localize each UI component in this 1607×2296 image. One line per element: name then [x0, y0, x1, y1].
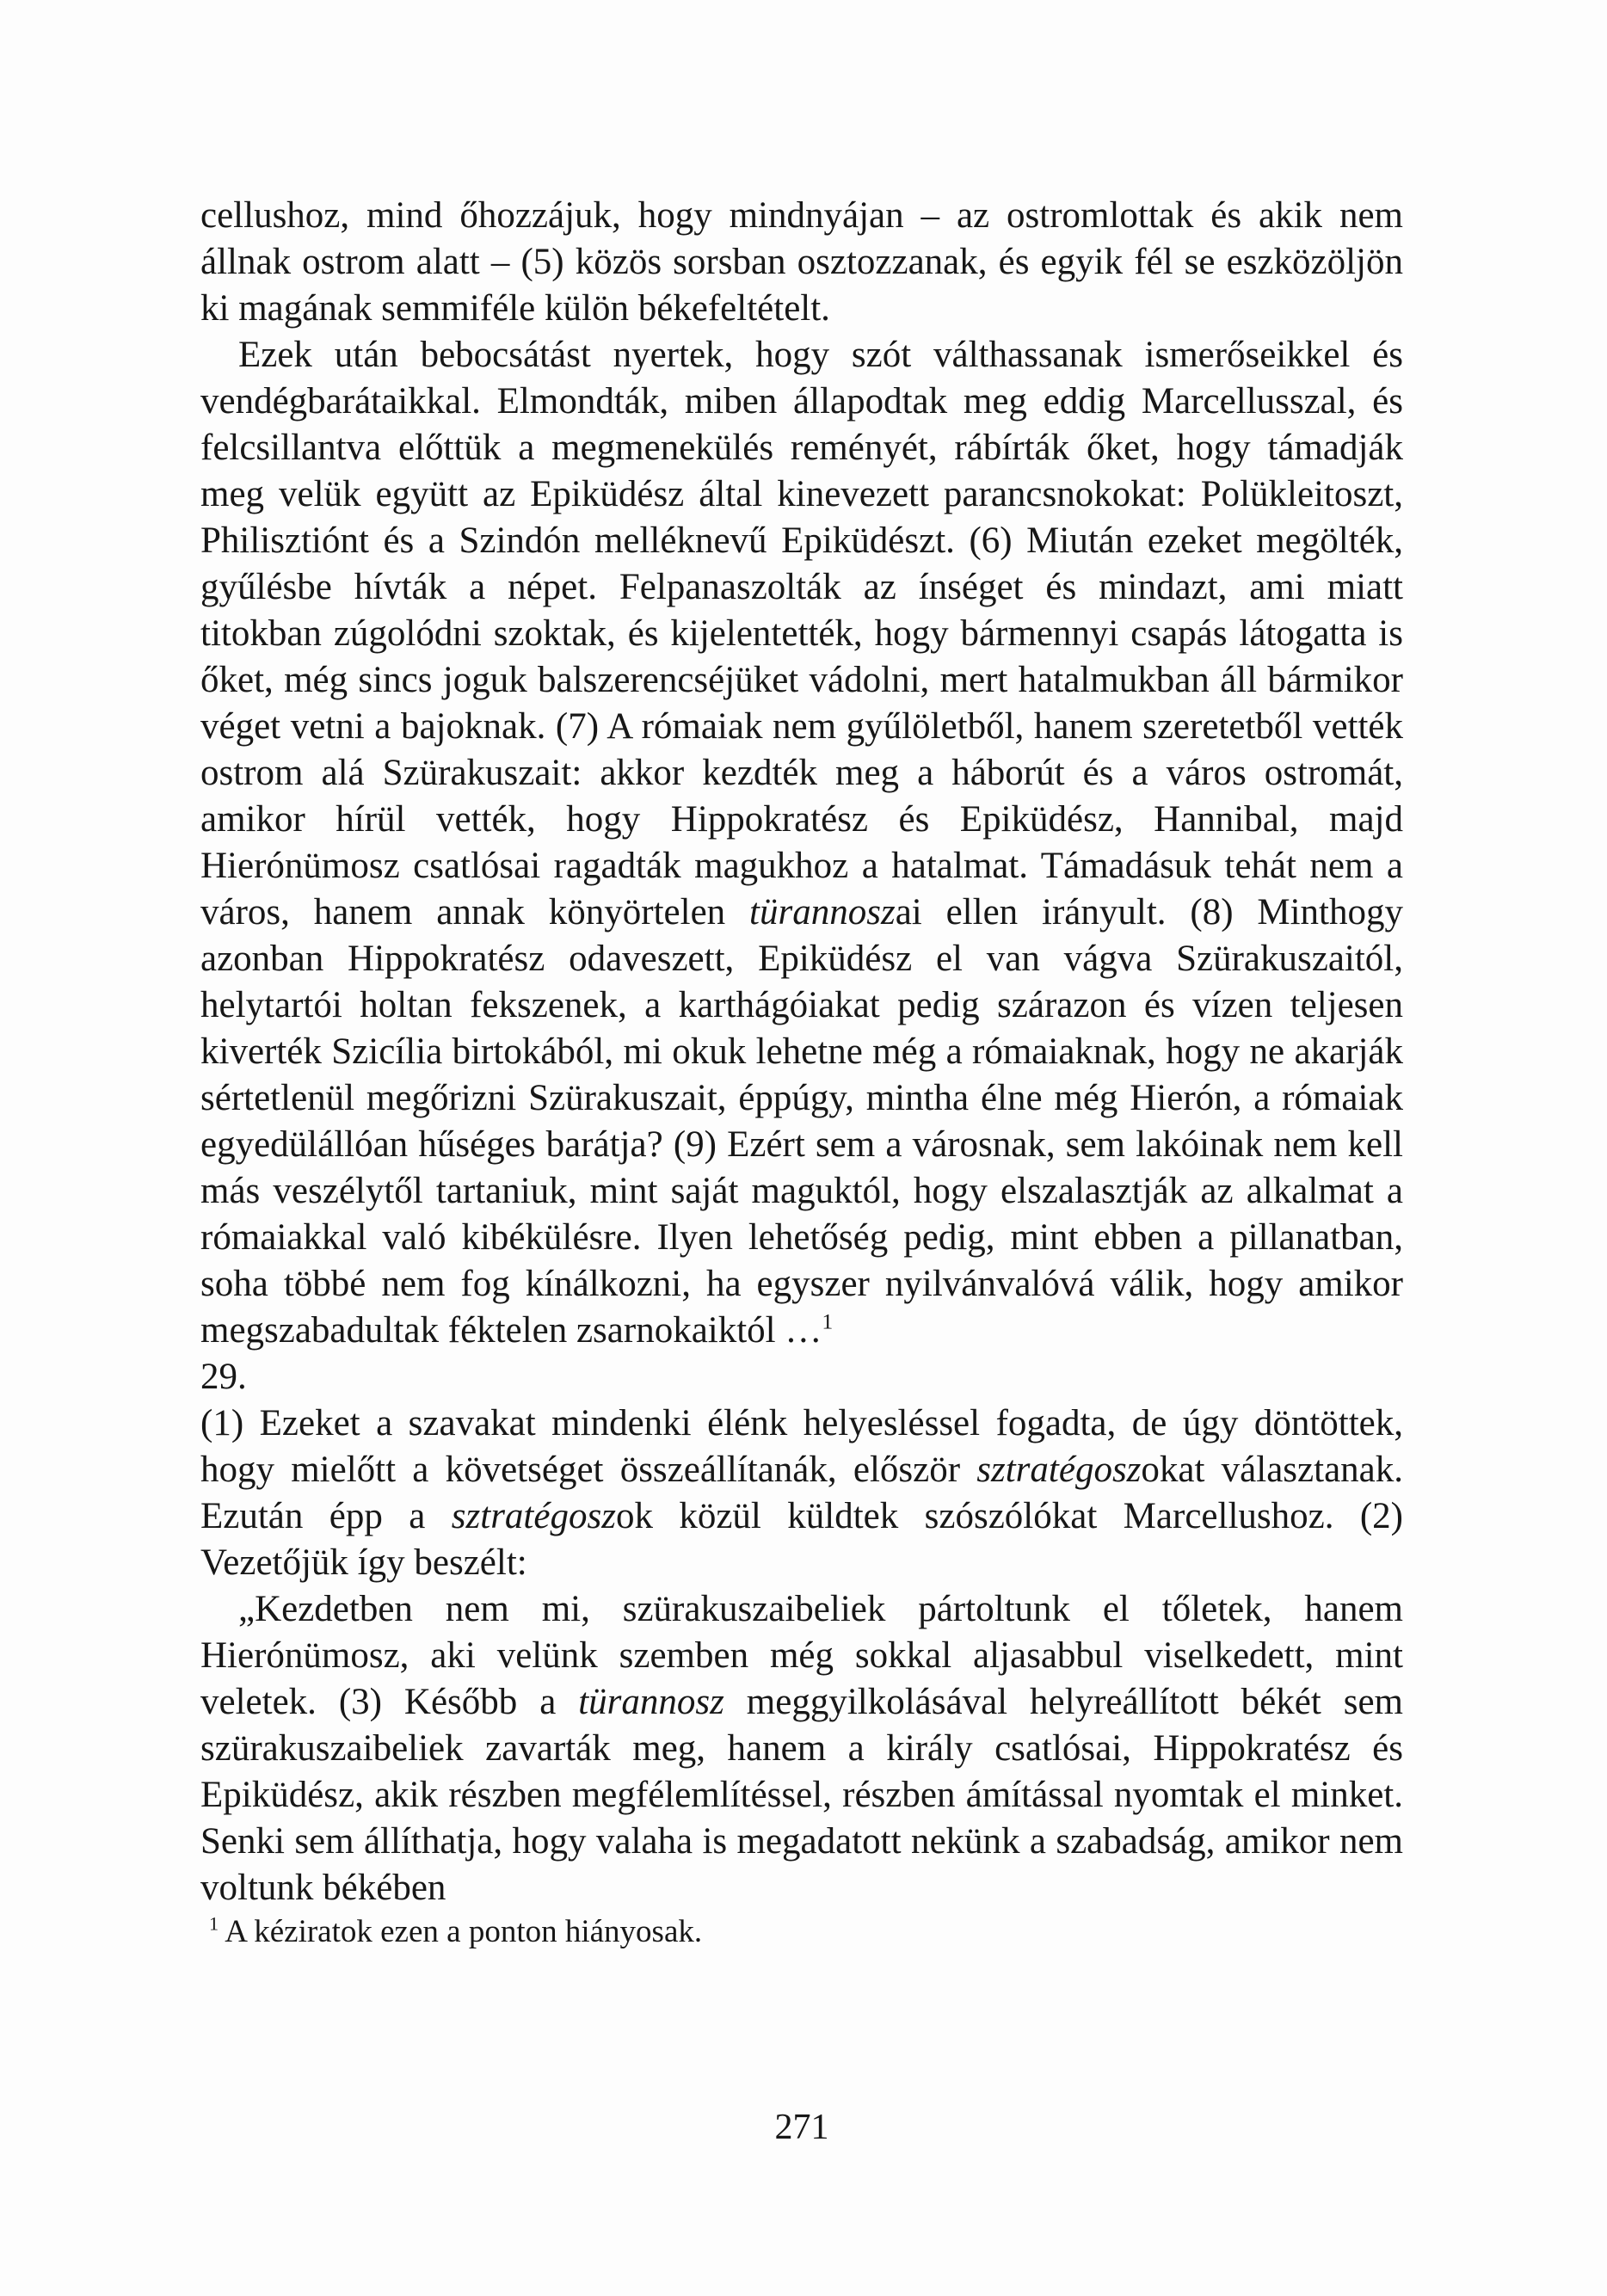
footnote: $^1$ A kéziratok ezen a ponton hiányosak. [209, 1912, 703, 1949]
paragraph-speech: „Kezdetben nem mi, szürakuszaibeliek pártoltunk el tőletek, hanem Hierónümosz, aki velünk szemben még sokkal aljasabbul viselkedett, mint veletek. (3) Később a türannosz meggyilkolásával helyreállított békét sem szürakuszaibeliek zavarták meg, hanem a király csatlósai, Hippokratész és Epiküdész, akik részben megfélemlítéssel, részben ámítással nyomtak el minket. Senki sem állíthatja, hogy valaha is megadatott nekünk a szabadság, amikor nem voltunk békében [200, 1589, 1403, 1908]
paragraph-section-intro: (1) Ezeket a szavakat mindenki élénk helyesléssel fogadta, de úgy döntöttek, hogy mielőtt a követséget összeállítanák, először sztratégoszokat választanak. Ezután épp a sztratégoszok közül küldtek szószólókat Marcellushoz. (2) Vezetőjük így beszélt: [200, 1403, 1403, 1583]
section-heading: 29. [200, 1357, 247, 1397]
text-column [200, 193, 1403, 1953]
paragraph-main: Ezek után bebocsátást nyertek, hogy szót válthassanak ismerőseikkel és vendégbarátaikkal. Elmondták, miben állapodtak meg eddig Marcellusszal, és felcsillantva előttük a megmenekülés reményét, rábírták őket, hogy támadják meg velük együtt az Epiküdész által kinevezett parancsnokokat: Polükleitoszt, Philisztiónt és a Szindón melléknevű Epiküdészt. (6) Miután ezeket megölték, gyűlésbe hívták a népet. Felpanaszolták az ínséget és mindazt, ami miatt titokban zúgolódni szoktak, és kijelentették, hogy bármennyi csapás látogatta is őket, még sincs joguk balszerencséjüket vádolni, mert hatalmukban áll bármikor véget vetni a bajoknak. (7) A rómaiak nem gyűlöletből, hanem szeretetből vették ostrom alá Szürakuszait: akkor kezdték meg a háborút és a város ostromát, amikor hírül vették, hogy Hippokratész és Epiküdész, Hannibal, majd Hierónümosz csatlósai ragadták magukhoz a hatalmat. Támadásuk tehát nem a város, hanem annak könyörtelen türannoszai ellen irányult. (8) Minthogy azonban Hippokratész odaveszett, Epiküdész el van vágva Szürakuszaitól, helytartói holtan fekszenek, a karthágóiakat pedig szárazon és vízen teljesen kiverték Szicília birtokából, mi okuk lehetne még a rómaiaknak, hogy ne akarják sértetlenül megőrizni Szürakuszait, éppúgy, mintha élne még Hierón, a rómaiak egyedülállóan hűséges barátja? (9) Ezért sem a városnak, sem lakóinak nem kell más veszélytől tartaniuk, mint saját maguktól, hogy elszalasztják az alkalmat a rómaiakkal való kibékülésre. Ilyen lehetőség pedig, mint ebben a pillanatban, soha többé nem fog kínálkozni, ha egyszer nyilvánvalóvá válik, hogy amikor megszabadultak féktelen zsarnokaiktól …$^1$ [200, 335, 1404, 1351]
paragraph-continuation: cellushoz, mind őhozzájuk, hogy mindnyájan – az ostromlottak és akik nem állnak ostrom alatt – (5) közös sorsban osztozzanak, és egyik fél se eszközöljön ki magának semmiféle külön békefeltételt. [200, 195, 1403, 329]
page-number: 271 [774, 2108, 829, 2147]
